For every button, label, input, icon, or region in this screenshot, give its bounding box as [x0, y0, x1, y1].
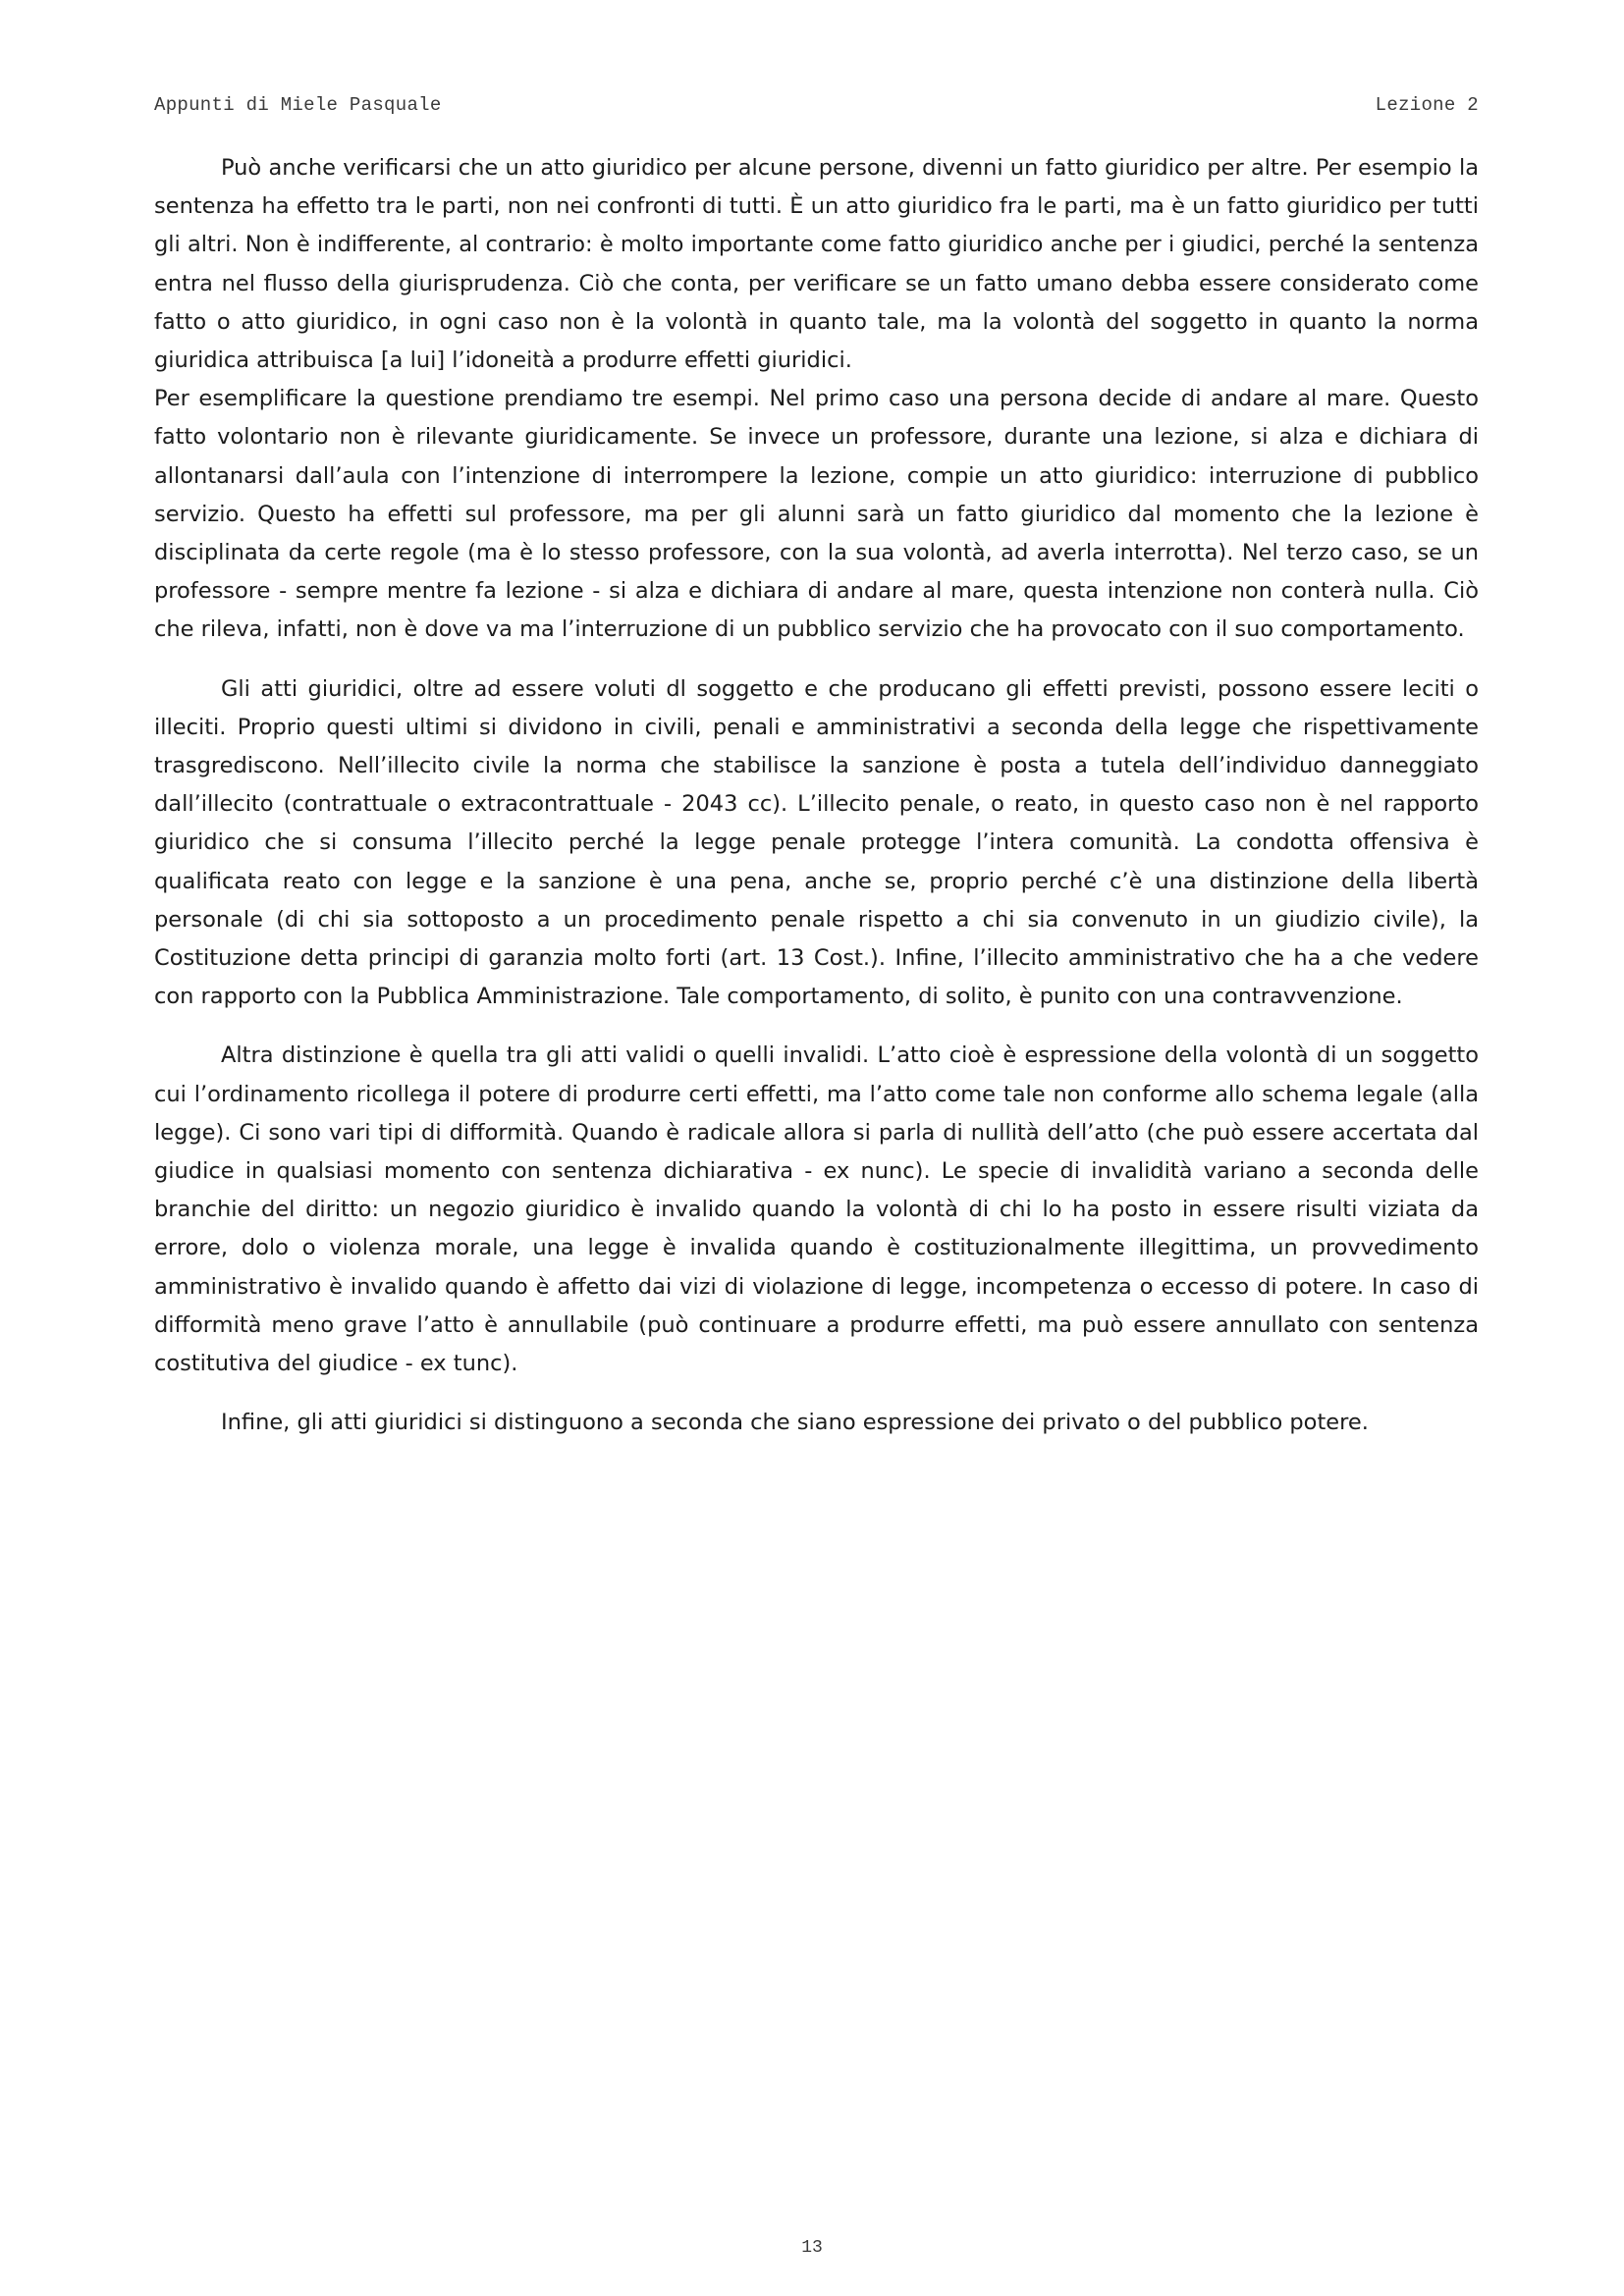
header-document-title: Appunti di Miele Pasquale [154, 94, 442, 116]
document-body [154, 149, 1479, 1443]
header-lesson-label: Lezione 2 [1375, 94, 1479, 116]
paragraph-4: Altra distinzione è quella tra gli atti validi o quelli invalidi. L’atto cioè è espressione della volontà di un soggetto cui l’ordinamento ricollega il potere di produrre certi effetti, ma l’atto come tale non conforme allo schema legale (alla legge). Ci sono vari tipi di difformità. Quando è radicale allora si parla di nullità dell’atto (che può essere accertata dal giudice in qualsiasi momento con sentenza dichiarativa - ex nunc). Le specie di invalidità variano a seconda delle branchie del diritto: un negozio giuridico è invalido quando la volontà di chi lo ha posto in essere risulti viziata da errore, dolo o violenza morale, una legge è invalida quando è costituzionalmente illegittima, un provvedimento amministrativo è invalido quando è affetto dai vizi di violazione di legge, incompetenza o eccesso di potere. In caso di difformità meno grave l’atto è annullabile (può continuare a produrre effetti, ma può essere annullato con sentenza costitutiva del giudice - ex tunc). [154, 1042, 1479, 1377]
paragraph-3: Gli atti giuridici, oltre ad essere voluti dl soggetto e che producano gli effetti previsti, possono essere leciti o illeciti. Proprio questi ultimi si dividono in civili, penali e amministrativi a seconda della legge che rispettivamente trasgrediscono. Nell’illecito civile la norma che stabilisce la sanzione è posta a tutela dell’individuo danneggiato dall’illecito (contrattuale o extracontrattuale - 2043 cc). L’illecito penale, o reato, in questo caso non è nel rapporto giuridico che si consuma l’illecito perché la legge penale protegge l’intera comunità. La condotta offensiva è qualificata reato con legge e la sanzione è una pena, anche se, proprio perché c’è una distinzione della libertà personale (di chi sia sottoposto a un procedimento penale rispetto a chi sia convenuto in un giudizio civile), la Costituzione detta principi di garanzia molto forti (art. 13 Cost.). Infine, l’illecito amministrativo che ha a che vedere con rapporto con la Pubblica Amministrazione. Tale comportamento, di solito, è punito con una contravvenzione. [154, 675, 1479, 1010]
paragraph-1: Può anche verificarsi che un atto giuridico per alcune persone, divenni un fatto giuridico per altre. Per esempio la sentenza ha effetto tra le parti, non nei confronti di tutti. È un atto giuridico fra le parti, ma è un fatto giuridico per tutti gli altri. Non è indifferente, al contrario: è molto importante come fatto giuridico anche per i giudici, perché la sentenza entra nel flusso della giurisprudenza. Ciò che conta, per verificare se un fatto umano debba essere considerato come fatto o atto giuridico, in ogni caso non è la volontà in quanto tale, ma la volontà del soggetto in quanto la norma giuridica attribuisca [a lui] l’idoneità a produrre effetti giuridici. [154, 155, 1479, 374]
paragraph-5: Infine, gli atti giuridici si distinguono a seconda che siano espressione dei privato o del pubblico potere. [221, 1410, 1369, 1436]
paragraph-2: Per esemplificare la questione prendiamo tre esempi. Nel primo caso una persona decide di andare al mare. Questo fatto volontario non è rilevante giuridicamente. Se invece un professore, durante una lezione, si alza e dichiara di allontanarsi dall’aula con l’intenzione di interrompere la lezione, compie un atto giuridico: interruzione di pubblico servizio. Questo ha effetti sul professore, ma per gli alunni sarà un fatto giuridico dal momento che la lezione è disciplinata da certe regole (ma è lo stesso professore, con la sua volontà, ad averla interrotta). Nel terzo caso, se un professore - sempre mentre fa lezione - si alza e dichiara di andare al mare, questa intenzione non conterà nulla. Ciò che rileva, infatti, non è dove va ma l’interruzione di un pubblico servizio che ha provocato con il suo comportamento. [154, 386, 1479, 643]
page-header [154, 94, 1479, 124]
page-number: 13 [801, 2238, 823, 2258]
